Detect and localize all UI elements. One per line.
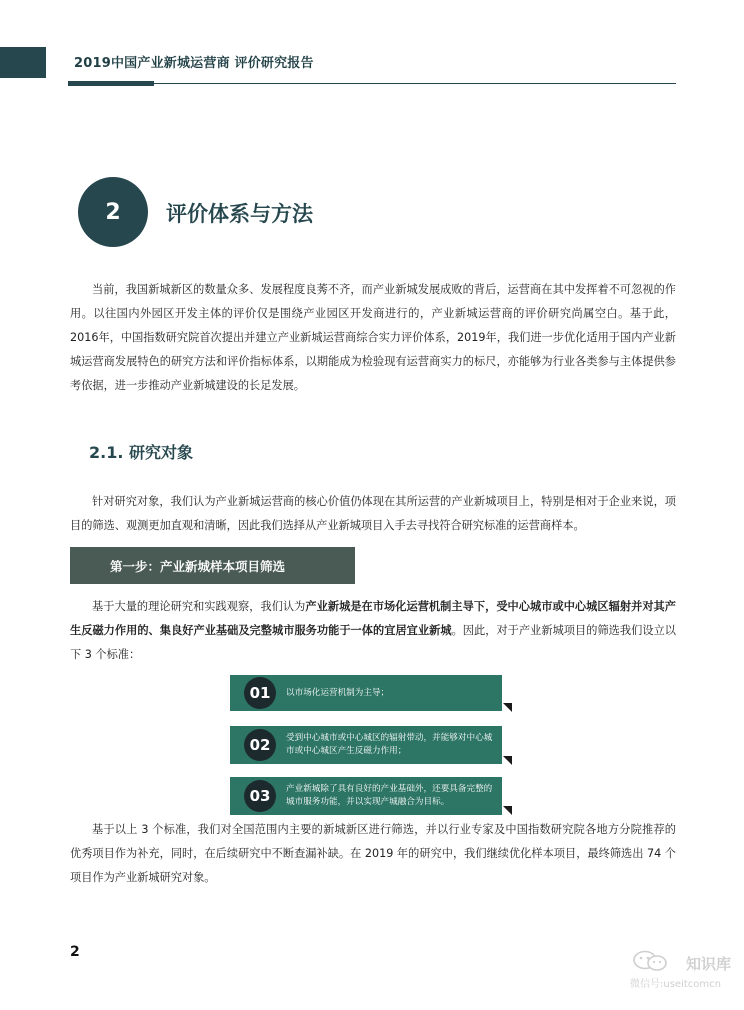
subsection-paragraph-text: 针对研究对象，我们认为产业新城运营商的核心价值仍体现在其所运营的产业新城项目上，特别是相对于企业来说，项目的筛选、观测更加直观和清晰，因此我们选择从产业新城项目入手去寻找符合研究标准的运营商样本。: [70, 495, 676, 532]
criterion-card-3-corner: [503, 806, 512, 815]
intro-paragraph-text: 当前，我国新城新区的数量众多、发展程度良莠不齐，而产业新城发展成败的背后，运营商在其中发挥着不可忽视的作用。以往国内外园区开发主体的评价仅是围绕产业园区开发商进行的，产业新城运营商的评价研究尚属空白。基于此，2016年，中国指数研究院首次提出并建立产业新城运营商综合实力评价体系，2019年，我们进一步优化适用于国内产业新城运营商发展特色的研究方法和评价指标体系，以期能成为检验现有运营商实力的标尺，亦能够为行业各类参与主体提供参考依据，进一步推动产业新城建设的长足发展。: [70, 283, 676, 392]
step-paragraph-text: [70, 595, 676, 667]
header-rule: [68, 83, 676, 84]
criterion-card-1: [230, 675, 502, 711]
step-one-banner: [70, 547, 355, 584]
criterion-text: 以市场化运营机制为主导；: [286, 687, 390, 698]
wechat-icon: [632, 950, 670, 972]
watermark-name: 知识库: [686, 955, 732, 973]
step-one-label: 第一步：产业新城样本项目筛选: [110, 558, 286, 574]
criterion-number: 03: [244, 780, 276, 812]
report-header-title: 2019中国产业新城运营商 评价研究报告: [74, 56, 314, 71]
criterion-number: 01: [244, 677, 276, 709]
criterion-card-2: [230, 726, 502, 764]
section-title: 评价体系与方法: [166, 202, 313, 226]
closing-paragraph: [70, 818, 676, 890]
header-rule-accent: [68, 81, 154, 86]
criterion-card-2-corner: [503, 756, 512, 765]
closing-paragraph-text: 基于以上 3 个标准，我们对全国范围内主要的新城新区进行筛选，并以行业专家及中国指数研究院各地方分院推荐的优秀项目作为补充，同时，在后续研究中不断查漏补缺。在 2019 年的研究中，我们继续优化样本项目，最终筛选出 74 个项目作为产业新城研究对象。: [70, 823, 676, 884]
step-paragraph: [70, 595, 676, 667]
subsection-title: 2.1. 研究对象: [89, 443, 193, 462]
header-accent-block: [0, 47, 46, 78]
criterion-number: 02: [244, 729, 276, 761]
intro-paragraph: [70, 278, 676, 398]
criterion-text: 受到中心城市或中心城区的辐射带动，并能够对中心城市或中心城区产生反磁力作用；: [286, 733, 493, 756]
step-paragraph-part1: 基于大量的理论研究和实践观察，我们认为: [92, 600, 306, 613]
subsection-paragraph: [70, 490, 676, 538]
page-number: 2: [70, 944, 80, 960]
criterion-card-3: [230, 777, 502, 815]
section-number-badge: 2: [78, 177, 148, 247]
criterion-card-1-corner: [503, 703, 512, 712]
step-paragraph-bold: 产业新城是在市场化运营机制主导下，受中心城市或中心城区辐射并对其产生反磁力作用的、集良好产业基础及完整城市服务功能于一体的宜居宜业新城: [70, 600, 676, 637]
step-paragraph-part2: 。因此，对于产业新城项目的筛选我们设立以下 3 个标准：: [70, 624, 676, 661]
watermark-sub: 微信号:useitcomcn: [630, 979, 721, 990]
criterion-text: 产业新城除了具有良好的产业基础外，还要具备完整的城市服务功能，并以实现产城融合为目标。: [286, 784, 493, 807]
